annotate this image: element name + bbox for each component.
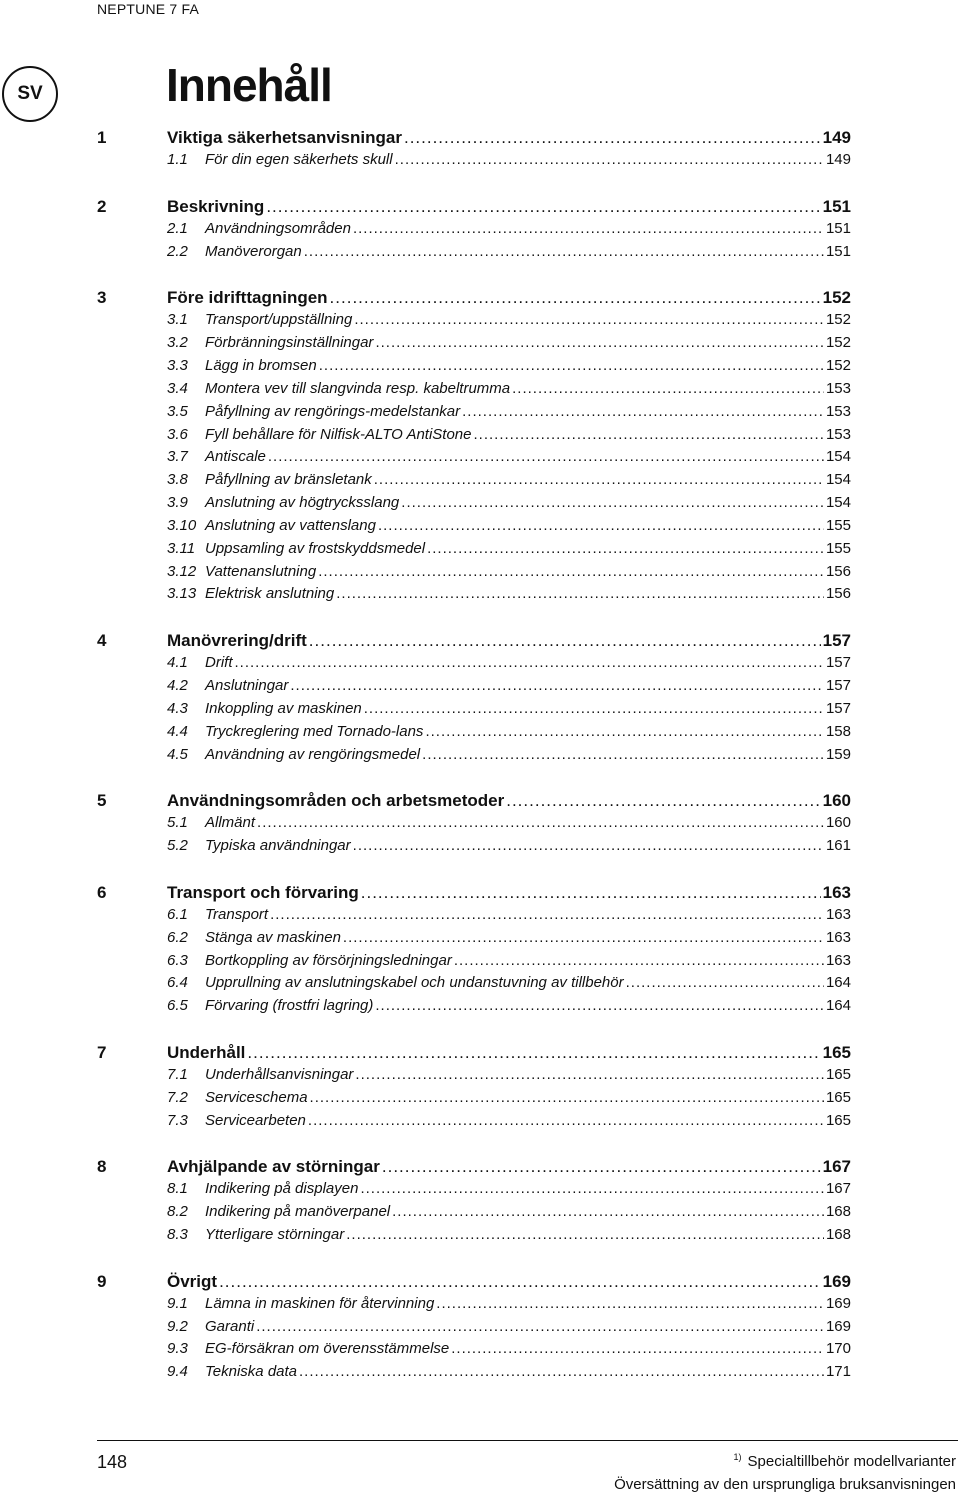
toc-entry <box>0 471 960 493</box>
toc-section-number: 2 <box>97 196 107 216</box>
toc-entry-number: 3.11 <box>167 539 196 557</box>
toc-entry <box>0 677 960 699</box>
toc-entry-title: Anslutning av vattenslang <box>205 516 376 534</box>
toc-entry <box>0 448 960 470</box>
toc-entry-row <box>167 448 851 465</box>
toc-entry-page: 156 <box>825 562 851 580</box>
toc-leader-dots <box>395 151 824 168</box>
toc-entry-page: 163 <box>825 928 851 946</box>
toc-entry-page: 153 <box>825 379 851 397</box>
toc-leader-dots <box>266 197 820 217</box>
toc-entry <box>0 746 960 768</box>
toc-entry-number: 9.4 <box>167 1363 188 1381</box>
toc-section <box>0 1043 960 1067</box>
toc-leader-dots <box>474 426 824 443</box>
toc-entry <box>0 426 960 448</box>
toc-entry-page: 170 <box>825 1340 851 1358</box>
toc-leader-dots <box>290 677 824 694</box>
toc-entry <box>0 563 960 585</box>
toc-entry <box>0 1089 960 1111</box>
toc-entry <box>0 403 960 425</box>
toc-entry <box>0 1180 960 1202</box>
toc-entry-number: 7.3 <box>167 1111 188 1129</box>
toc-entry-number: 6.4 <box>167 974 188 992</box>
toc-entry-page: 163 <box>825 905 851 923</box>
toc-section <box>0 288 960 312</box>
toc-entry-title: Tryckreglering med Tornado-lans <box>205 722 424 740</box>
toc-entry-page: 161 <box>825 837 851 855</box>
toc-leader-dots <box>219 1272 821 1292</box>
toc-entry-number: 7.1 <box>167 1065 188 1083</box>
toc-entry-title: Manöverorgan <box>205 242 302 260</box>
toc-entry-page: 155 <box>825 516 851 534</box>
toc-section-title: Övrigt <box>167 1271 218 1291</box>
toc-entry-row <box>167 700 851 717</box>
toc-entry-row <box>167 1180 851 1197</box>
toc-entry-number: 3.5 <box>167 402 188 420</box>
toc-leader-dots <box>309 631 821 651</box>
toc-entry-number: 9.3 <box>167 1340 188 1358</box>
toc-entry <box>0 357 960 379</box>
toc-entry-row <box>167 494 851 511</box>
toc-entry-row <box>167 380 851 397</box>
toc-entry-number: 3.1 <box>167 311 188 329</box>
toc-entry-title: Transport/uppställning <box>205 311 353 329</box>
toc-entry <box>0 974 960 996</box>
toc-entry <box>0 151 960 173</box>
toc-entry-page: 152 <box>825 311 851 329</box>
toc-entry-row <box>167 517 851 534</box>
toc-entry-title: Förvaring (frostfri lagring) <box>205 997 374 1015</box>
toc-entry-title: Förbränningsinställningar <box>205 334 374 352</box>
toc-section-row <box>167 1043 851 1063</box>
toc-entry-title: Garanti <box>205 1317 255 1335</box>
toc-entry-page: 160 <box>825 814 851 832</box>
toc-entry-number: 3.6 <box>167 425 188 443</box>
toc-entry-page: 155 <box>825 539 851 557</box>
toc-section-title: Viktiga säkerhetsanvisningar <box>167 128 402 147</box>
toc-section <box>0 1157 960 1181</box>
toc-entry-number: 4.4 <box>167 722 188 740</box>
toc-entry-number: 4.5 <box>167 745 188 763</box>
toc-leader-dots <box>318 563 824 580</box>
toc-leader-dots <box>361 883 821 903</box>
toc-leader-dots <box>436 1295 824 1312</box>
toc-leader-dots <box>304 243 824 260</box>
toc-leader-dots <box>401 494 824 511</box>
toc-section-number: 3 <box>97 288 107 308</box>
footer-divider <box>97 1440 958 1441</box>
toc-entry-row <box>167 243 851 260</box>
toc-section-title: Avhjälpande av störningar <box>167 1157 380 1177</box>
toc-leader-dots <box>425 723 824 740</box>
toc-entry-number: 3.7 <box>167 448 188 466</box>
toc-entry-page: 165 <box>825 1111 851 1129</box>
toc-entry-row <box>167 151 851 168</box>
toc-leader-dots <box>343 929 824 946</box>
toc-leader-dots <box>427 540 824 557</box>
toc-entry-number: 6.3 <box>167 951 188 969</box>
toc-entry-row <box>167 1203 851 1220</box>
toc-entry-row <box>167 585 851 602</box>
toc-leader-dots <box>364 700 824 717</box>
toc-section-row <box>167 631 851 651</box>
toc-leader-dots <box>354 311 824 328</box>
toc-entry-number: 6.5 <box>167 997 188 1015</box>
page-title: Innehåll <box>166 59 332 111</box>
toc-section-number: 5 <box>97 791 107 811</box>
toc-entry <box>0 1066 960 1088</box>
toc-leader-dots <box>404 128 821 148</box>
toc-leader-dots <box>355 1066 824 1083</box>
toc-entry-row <box>167 1089 851 1106</box>
toc-entry-number: 6.1 <box>167 905 188 923</box>
toc-entry-row <box>167 334 851 351</box>
toc-entry-title: Stänga av maskinen <box>205 928 341 946</box>
toc-entry-row <box>167 357 851 374</box>
toc-section <box>0 128 960 152</box>
toc-entry-title: Allmänt <box>205 814 256 832</box>
toc-entry-title: Påfyllning av bränsletank <box>205 471 372 489</box>
toc-section-page: 163 <box>822 882 851 902</box>
toc-leader-dots <box>454 952 824 969</box>
toc-entry-title: Serviceschema <box>205 1088 308 1106</box>
toc-section-row <box>167 1272 851 1292</box>
toc-entry-row <box>167 1363 851 1380</box>
toc-entry <box>0 334 960 356</box>
toc-entry-number: 2.1 <box>167 219 188 237</box>
toc-entry-row <box>167 929 851 946</box>
toc-entry-row <box>167 654 851 671</box>
toc-entry-title: Montera vev till slangvinda resp. kabeltrumma <box>205 379 511 397</box>
toc-section-title: Användningsområden och arbetsmetoder <box>167 791 505 811</box>
toc-entry <box>0 929 960 951</box>
toc-entry-number: 3.9 <box>167 494 188 512</box>
toc-section-number: 8 <box>97 1157 107 1177</box>
toc-leader-dots <box>360 1180 824 1197</box>
toc-entry-title: Användning av rengöringsmedel <box>205 745 421 763</box>
language-badge: SV <box>2 66 58 122</box>
toc-section <box>0 883 960 907</box>
toc-entry-title: Servicearbeten <box>205 1111 306 1129</box>
toc-entry-page: 152 <box>825 334 851 352</box>
toc-entry-number: 3.3 <box>167 356 188 374</box>
toc-leader-dots <box>375 334 824 351</box>
toc-entry-page: 169 <box>825 1317 851 1335</box>
toc-entry-page: 157 <box>825 677 851 694</box>
toc-section-title: Beskrivning <box>167 196 265 216</box>
toc-entry-number: 8.1 <box>167 1180 188 1198</box>
toc-entry <box>0 380 960 402</box>
toc-entry-page: 165 <box>825 1088 851 1106</box>
toc-entry-number: 7.2 <box>167 1088 188 1106</box>
toc-entry-page: 159 <box>825 745 851 763</box>
toc-entry <box>0 1318 960 1340</box>
toc-section-number: 7 <box>97 1042 107 1062</box>
toc-section-page: 165 <box>822 1042 851 1062</box>
toc-entry-title: Anslutningar <box>205 677 289 694</box>
toc-entry-title: EG-försäkran om överensstämmelse <box>205 1340 450 1358</box>
toc-entry-page: 167 <box>825 1180 851 1198</box>
toc-leader-dots <box>310 1089 824 1106</box>
toc-entry <box>0 243 960 265</box>
toc-entry-title: Fyll behållare för Nilfisk-ALTO AntiStone <box>205 425 472 443</box>
toc-entry-page: 168 <box>825 1203 851 1221</box>
toc-entry-row <box>167 1295 851 1312</box>
toc-entry-title: Anslutning av högtrycksslang <box>205 494 400 512</box>
toc-entry-title: Påfyllning av rengörings-medelstankar <box>205 402 461 420</box>
toc-entry-row <box>167 906 851 923</box>
toc-entry-page: 164 <box>825 997 851 1015</box>
toc-leader-dots <box>353 837 824 854</box>
toc-entry-number: 3.12 <box>167 562 197 580</box>
toc-entry-row <box>167 997 851 1014</box>
toc-entry-number: 3.4 <box>167 379 188 397</box>
toc-entry <box>0 997 960 1019</box>
toc-entry <box>0 814 960 836</box>
toc-entry <box>0 952 960 974</box>
toc-entry-title: Inkoppling av maskinen <box>205 699 362 717</box>
toc-section <box>0 631 960 655</box>
toc-entry <box>0 1340 960 1362</box>
toc-leader-dots <box>374 471 824 488</box>
toc-leader-dots <box>392 1203 824 1220</box>
toc-section-number: 9 <box>97 1271 107 1291</box>
toc-leader-dots <box>336 585 824 602</box>
translation-note: Översättning av den ursprungliga bruksanvisningen <box>614 1476 956 1493</box>
toc-entry-row <box>167 677 851 694</box>
toc-entry-row <box>167 723 851 740</box>
toc-entry-page: 154 <box>825 448 851 466</box>
toc-entry-page: 152 <box>825 356 851 374</box>
toc-entry-page: 171 <box>825 1363 851 1381</box>
toc-entry-row <box>167 426 851 443</box>
toc-entry-title: Typiska användningar <box>205 837 351 855</box>
toc-section-row <box>167 1157 851 1177</box>
toc-entry-page: 165 <box>825 1065 851 1083</box>
toc-leader-dots <box>308 1112 824 1129</box>
toc-section-row <box>167 791 851 811</box>
toc-entry-row <box>167 1318 851 1335</box>
toc-entry-row <box>167 746 851 763</box>
toc-entry-row <box>167 563 851 580</box>
toc-entry-page: 169 <box>825 1294 851 1312</box>
toc-leader-dots <box>382 1157 821 1177</box>
toc-section-number: 1 <box>97 128 107 147</box>
toc-entry-row <box>167 403 851 420</box>
toc-entry-number: 8.3 <box>167 1226 188 1243</box>
toc-entry-page: 149 <box>825 151 851 168</box>
toc-entry-number: 3.8 <box>167 471 188 489</box>
toc-entry-page: 153 <box>825 425 851 443</box>
toc-section-number: 4 <box>97 631 107 651</box>
toc-section-row <box>167 197 851 217</box>
toc-entry-number: 4.1 <box>167 654 188 672</box>
toc-leader-dots <box>247 1043 820 1063</box>
toc-leader-dots <box>422 746 824 763</box>
toc-leader-dots <box>330 288 821 308</box>
toc-entry-row <box>167 1066 851 1083</box>
toc-entry <box>0 1295 960 1317</box>
footnote <box>734 1452 956 1470</box>
toc-entry-row <box>167 1340 851 1357</box>
toc-entry-page: 151 <box>825 219 851 237</box>
toc-entry <box>0 311 960 333</box>
toc-entry-number: 9.2 <box>167 1317 188 1335</box>
toc-entry-title: Vattenanslutning <box>205 562 317 580</box>
toc-entry-title: För din egen säkerhets skull <box>205 151 393 168</box>
toc-entry-number: 3.13 <box>167 585 197 603</box>
toc-section-number: 6 <box>97 882 107 902</box>
toc-section-page: 167 <box>822 1157 851 1177</box>
toc-entry-title: Drift <box>205 654 233 672</box>
toc-entry-title: Indikering på manöverpanel <box>205 1203 391 1221</box>
toc-section-title: Underhåll <box>167 1042 246 1062</box>
toc-entry-title: Lämna in maskinen för återvinning <box>205 1294 435 1312</box>
toc-entry-title: Ytterligare störningar <box>205 1226 345 1243</box>
toc-entry-row <box>167 952 851 969</box>
toc-leader-dots <box>378 517 824 534</box>
toc-entry-page: 164 <box>825 974 851 992</box>
toc-leader-dots <box>462 403 824 420</box>
toc-entry-page: 163 <box>825 951 851 969</box>
toc-entry <box>0 654 960 676</box>
toc-entry <box>0 540 960 562</box>
toc-entry-title: Underhållsanvisningar <box>205 1065 354 1083</box>
toc-entry-title: Upprullning av anslutningskabel och undanstuvning av tillbehör <box>205 974 624 992</box>
toc-entry-number: 4.3 <box>167 699 188 717</box>
toc-entry-title: Transport <box>205 905 269 923</box>
toc-leader-dots <box>256 1318 824 1335</box>
toc-entry-number: 1.1 <box>167 151 188 168</box>
toc-entry <box>0 1363 960 1385</box>
toc-entry-number: 9.1 <box>167 1294 188 1312</box>
toc-entry <box>0 1112 960 1134</box>
toc-entry-page: 151 <box>825 242 851 260</box>
toc-entry-row <box>167 471 851 488</box>
toc-leader-dots <box>353 220 824 237</box>
toc-leader-dots <box>319 357 824 374</box>
toc-entry-row <box>167 837 851 854</box>
page-number: 148 <box>97 1452 128 1472</box>
toc-entry <box>0 700 960 722</box>
toc-entry-number: 2.2 <box>167 242 188 260</box>
toc-entry-page: 168 <box>825 1226 851 1243</box>
toc-entry-row <box>167 220 851 237</box>
toc-entry <box>0 517 960 539</box>
toc-entry <box>0 1226 960 1248</box>
toc-entry-page: 154 <box>825 471 851 489</box>
toc-entry <box>0 723 960 745</box>
toc-leader-dots <box>268 448 824 465</box>
toc-entry-row <box>167 814 851 831</box>
toc-section-row <box>167 128 851 148</box>
toc-section-page: 160 <box>822 791 851 811</box>
toc-entry-row <box>167 974 851 991</box>
toc-leader-dots <box>235 654 824 671</box>
toc-entry-number: 3.10 <box>167 516 197 534</box>
toc-section-row <box>167 288 851 308</box>
toc-leader-dots <box>346 1226 824 1243</box>
toc-entry-number: 3.2 <box>167 334 188 352</box>
toc-entry-number: 5.1 <box>167 814 188 832</box>
toc-entry-number: 8.2 <box>167 1203 188 1221</box>
toc-leader-dots <box>257 814 824 831</box>
footnote-marker: 1) <box>733 1452 742 1462</box>
toc-entry-page: 154 <box>825 494 851 512</box>
toc-entry-title: Elektrisk anslutning <box>205 585 335 603</box>
toc-entry-number: 6.2 <box>167 928 188 946</box>
toc-section <box>0 197 960 221</box>
toc-entry-page: 156 <box>825 585 851 603</box>
toc-entry-page: 153 <box>825 402 851 420</box>
toc-entry-row <box>167 540 851 557</box>
toc-entry-title: Lägg in bromsen <box>205 356 317 374</box>
toc-section-page: 149 <box>822 128 851 147</box>
toc-section-page: 152 <box>822 288 851 308</box>
toc-entry <box>0 1203 960 1225</box>
toc-entry-row <box>167 311 851 328</box>
toc-entry-row <box>167 1226 851 1243</box>
toc-section-page: 169 <box>822 1271 851 1291</box>
toc-leader-dots <box>299 1363 824 1380</box>
toc-entry <box>0 494 960 516</box>
toc-entry-title: Antiscale <box>205 448 266 466</box>
toc-entry <box>0 220 960 242</box>
toc-entry <box>0 906 960 928</box>
toc-leader-dots <box>506 791 820 811</box>
toc-leader-dots <box>626 974 824 991</box>
toc-section-title: Före idrifttagningen <box>167 288 328 308</box>
toc-entry-title: Bortkoppling av försörjningsledningar <box>205 951 452 969</box>
toc-section-title: Manövrering/drift <box>167 631 307 651</box>
toc-leader-dots <box>451 1340 824 1357</box>
toc-entry-number: 5.2 <box>167 837 188 855</box>
toc-section <box>0 791 960 815</box>
toc-entry-title: Tekniska data <box>205 1363 298 1381</box>
toc-entry <box>0 837 960 859</box>
toc-leader-dots <box>375 997 824 1014</box>
toc-entry-title: Indikering på displayen <box>205 1180 359 1198</box>
toc-leader-dots <box>512 380 824 397</box>
toc-entry <box>0 585 960 607</box>
toc-entry-page: 158 <box>825 722 851 740</box>
toc-section-row <box>167 883 851 903</box>
toc-section-title: Transport och förvaring <box>167 882 359 902</box>
toc-section-page: 157 <box>822 631 851 651</box>
footnote-text: Specialtillbehör modellvarianter <box>747 1453 956 1470</box>
document-header: NEPTUNE 7 FA <box>97 1 199 17</box>
toc-entry-title: Användningsområden <box>205 219 351 237</box>
toc-leader-dots <box>270 906 824 923</box>
toc-entry-number: 4.2 <box>167 677 188 694</box>
toc-section <box>0 1272 960 1296</box>
toc-section-page: 151 <box>822 196 851 216</box>
toc-entry-title: Uppsamling av frostskyddsmedel <box>205 539 426 557</box>
toc-entry-page: 157 <box>825 654 851 672</box>
toc-entry-page: 157 <box>825 699 851 717</box>
toc-entry-row <box>167 1112 851 1129</box>
